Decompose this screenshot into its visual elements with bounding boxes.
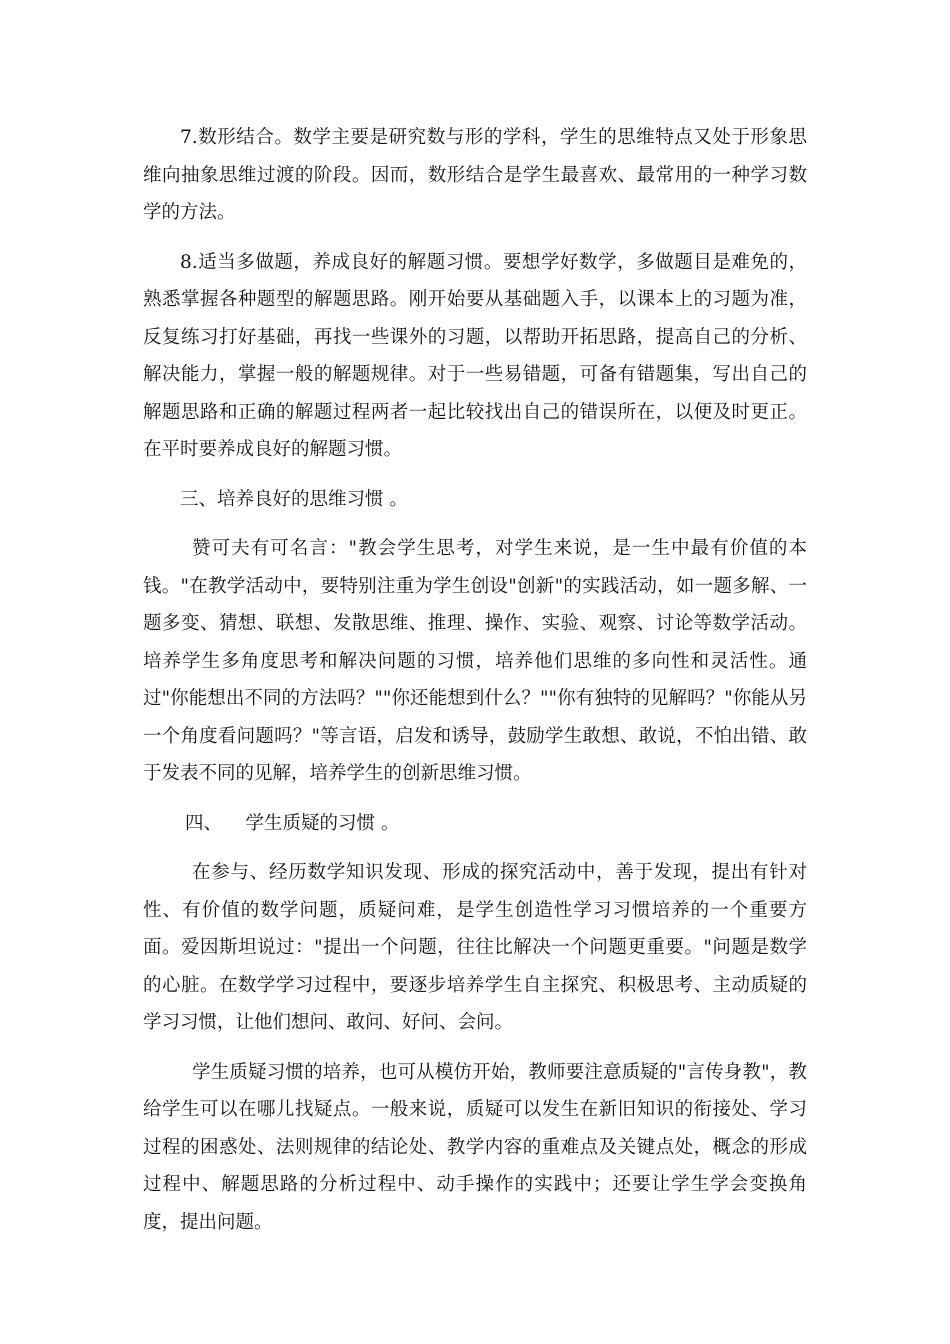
paragraph-item-7: 7.数形结合。数学主要是研究数与形的学科，学生的思维特点又处于形象思维向抽象思维过渡的阶段。因而，数形结合是学生最喜欢、最常用的一种学习数学的方法。 [143,127,807,223]
paragraph-questioning-2: 学生质疑习惯的培养，也可从模仿开始，教师要注意质疑的"言传身教"，教给学生可以在哪儿找疑点。一般来说，质疑可以发生在新旧知识的衔接处、学习过程的困惑处、法则规律的结论处、教学内容的重难点及关键点处，概念的形成过程中、解题思路的分析过程中、动手操作的实践中；还要让学生学会变换角度，提出问题。 [143,1061,807,1233]
section-heading-4: 四、 学生质疑的习惯 。 [185,812,400,834]
paragraph-thinking-habits: 赞可夫有可名言："教会学生思考，对学生来说，是一生中最有价值的本钱。"在教学活动中，要特别注重为学生创设"创新"的实践活动，如一题多解、一题多变、猜想、联想、发散思维、推理、操作、实验、观察、讨论等数学活动。培养学生多角度思考和解决问题的习惯，培养他们思维的多向性和灵活性。通过"你能想出不同的方法吗？""你还能想到什么？""你有独特的见解吗？"你能从另一个角度看问题吗？"等言语，启发和诱导，鼓励学生敢想、敢说，不怕出错、敢于发表不同的见解，培养学生的创新思维习惯。 [143,538,807,784]
document-page [143,119,807,1253]
paragraph-questioning-1: 在参与、经历数学知识发现、形成的探究活动中，善于发现，提出有针对性、有价值的数学问题，质疑问难，是学生创造性学习习惯培养的一个重要方面。爱因斯坦说过："提出一个问题，往往比解决一个问题更重要。"问题是数学的心脏。在数学学习过程中，要逐步培养学生自主探究、积极思考、主动质疑的学习习惯，让他们想问、敢问、好问、会问。 [143,862,807,1033]
paragraph-item-8: 8.适当多做题，养成良好的解题习惯。要想学好数学，多做题目是难免的，熟悉掌握各种题型的解题思路。刚开始要从基础题入手，以课本上的习题为准，反复练习打好基础，再找一些课外的习题，以帮助开拓思路，提高自己的分析、解决能力，掌握一般的解题规律。对于一些易错题，可备有错题集，写出自己的解题思路和正确的解题过程两者一起比较找出自己的错误所在，以便及时更正。在平时要养成良好的解题习惯。 [143,251,807,460]
section-heading-3: 三、培养良好的思维习惯 。 [180,488,408,510]
